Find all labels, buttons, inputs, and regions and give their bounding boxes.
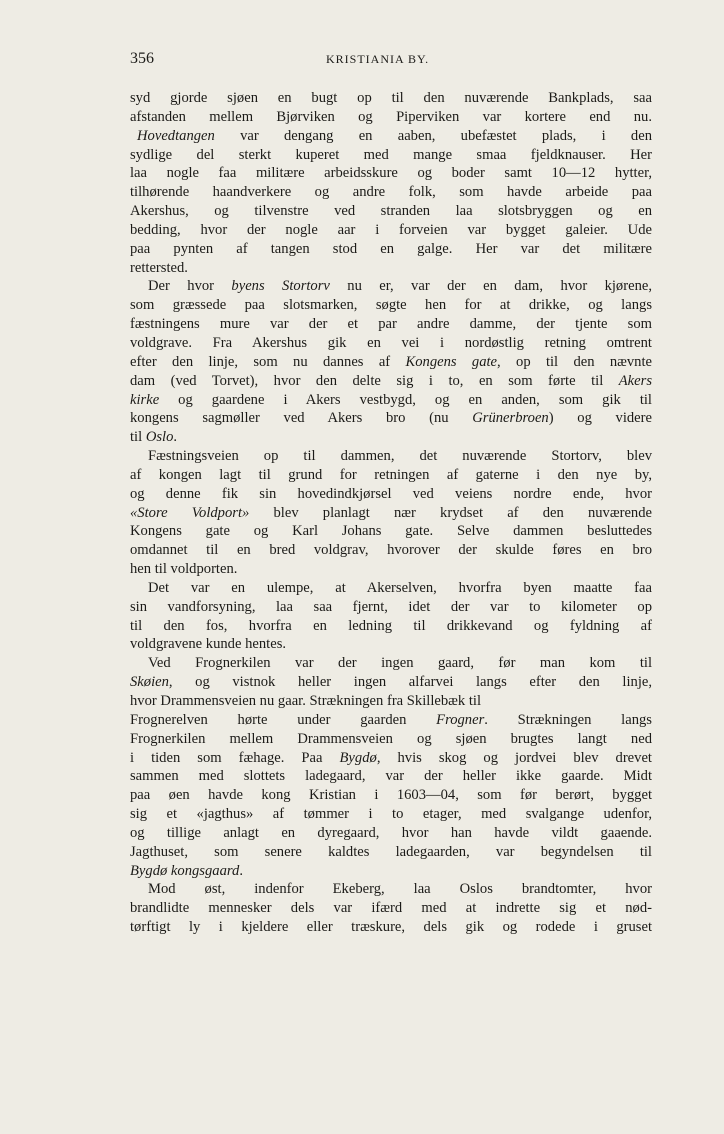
text-line (130, 428, 652, 447)
text-span: blev planlagt nær krydset af den nuværende (249, 504, 652, 521)
text-line (130, 504, 652, 523)
italic-text: Bygdø (339, 749, 377, 766)
text-span: hen til voldporten. (130, 561, 238, 578)
italic-text: Bygdø kongsgaard (130, 862, 240, 879)
italic-text: byens Stortorv (231, 278, 330, 295)
text-span: var dengang en aaben, ubefæstet plads, i den (214, 127, 652, 144)
text-line (130, 541, 652, 560)
text-span: sin vandforsyning, laa saa fjernt, idet der var to kilometer op (130, 598, 652, 615)
text-line (130, 277, 652, 296)
text-line (130, 296, 652, 315)
text-span: hvor Drammensveien nu gaar. Strækningen fra Skillebæk til (130, 693, 481, 709)
text-line (130, 918, 652, 937)
text-span: , op til den nævnte (497, 353, 653, 370)
text-line (130, 409, 652, 428)
page-header (0, 50, 724, 70)
page-number: 356 (130, 50, 154, 67)
text-span: nu er, var der en dam, hvor kjørene, (329, 278, 652, 295)
text-line (130, 485, 652, 504)
text-line (130, 522, 652, 541)
italic-text: Grünerbroen (472, 410, 549, 427)
text-span: Kongens gate og Karl Johans gate. Selve dammen besluttedes (130, 523, 652, 540)
text-span: Mod øst, indenfor Ekeberg, laa Oslos brandtomter, hvor (148, 881, 652, 898)
text-span: syd gjorde sjøen en bugt op til den nuværende Bankplads, saa (130, 90, 652, 106)
italic-text: kirke (130, 391, 160, 408)
text-line (130, 617, 652, 636)
text-line (130, 353, 652, 372)
text-span: tørftigt ly i kjeldere eller træskure, dels gik og rodede i gruset (130, 919, 652, 936)
text-line (130, 843, 652, 862)
italic-text: «Store Voldport» (130, 504, 250, 521)
text-span: og tillige anlagt en dyregaard, hvor han havde vildt gaaende. (130, 824, 652, 841)
text-span: voldgrave. Fra Akershus gik en vei i nordøstlig retning omtrent (130, 334, 652, 351)
text-line (130, 786, 652, 805)
text-line (130, 108, 652, 127)
text-line (130, 89, 652, 108)
text-line (130, 805, 652, 824)
text-span: efter den linje, som nu dannes af (130, 353, 406, 370)
text-span: Akershus, og tilvenstre ved stranden laa slotsbryggen og en (130, 203, 652, 220)
italic-text: Skøien (130, 674, 169, 691)
text-line (130, 202, 652, 221)
text-span: bedding, hvor der nogle aar i forveien var bygget galeier. Ude (130, 221, 652, 238)
text-line (130, 767, 652, 786)
text-span: Fæstningsveien op til dammen, det nuværende Stortorv, blev (148, 448, 652, 465)
text-span: i tiden som fæhage. Paa (130, 749, 340, 766)
text-line (130, 391, 652, 410)
text-span: voldgravene kunde hentes. (130, 636, 287, 653)
text-span: Frognerelven hørte under gaarden (130, 711, 437, 728)
text-span: laa nogle faa militære arbeidsskure og boder samt 10—12 hytter, (130, 165, 652, 182)
text-line (130, 372, 652, 391)
text-span: Der hvor (148, 278, 232, 295)
text-span: . (239, 862, 243, 879)
text-line (130, 334, 652, 353)
text-line (130, 221, 652, 240)
text-line (130, 127, 652, 146)
text-span: , og vistnok heller ingen alfarvei langs efter den linje, (168, 674, 652, 691)
text-line (130, 579, 652, 598)
text-span: , hvis skog og jordvei blev drevet (376, 749, 652, 766)
text-line (130, 730, 652, 749)
text-span: Jagthuset, som senere kaldtes ladegaarden, var begyndelsen til (130, 843, 652, 860)
text-span: som græssede paa slotsmarken, søgte hen for at drikke, og langs (130, 297, 652, 314)
text-span: . (173, 429, 178, 446)
text-line (130, 183, 652, 202)
text-line (130, 598, 652, 617)
body-text (130, 89, 652, 937)
text-line (130, 711, 652, 730)
italic-text: Hovedtangen (137, 127, 215, 144)
text-line (130, 880, 652, 899)
text-line (130, 466, 652, 485)
text-span: Det var en ulempe, at Akerselven, hvorfra byen maatte faa (148, 579, 652, 596)
text-span: sammen med slottets ladegaard, var der heller ikke gaarde. Midt (130, 768, 652, 785)
text-span: rettersted. (130, 259, 188, 276)
text-line (130, 673, 652, 692)
text-span: sydlige del sterkt kuperet med mange smaa fjeldknauser. Her (130, 146, 652, 163)
text-span: af kongen lagt til grund for retningen af gaterne i den nye by, (130, 466, 652, 483)
text-span: afstanden mellem Bjørviken og Piperviken var kortere end nu. (130, 108, 652, 125)
running-title: KRISTIANIA BY. (326, 52, 430, 66)
text-line (130, 315, 652, 334)
text-span: tilhørende haandverkere og andre folk, som havde arbeide paa (130, 184, 652, 201)
text-span: omdannet til en bred voldgrav, hvorover der skulde føres en bro (130, 542, 652, 559)
text-line (130, 447, 652, 466)
italic-text: Frogner (436, 711, 485, 728)
text-span: fæstningens mure var der et par andre damme, der tjente som (130, 316, 652, 333)
text-span: dam (ved Torvet), hvor den delte sig i to, en som førte til (130, 372, 619, 389)
text-span: ) og videre (548, 410, 652, 427)
italic-text: Akers (618, 372, 652, 389)
text-span: sig et «jagthus» af tømmer i to etager, med svalgange udenfor, (130, 806, 652, 823)
text-span: Ved Frognerkilen var der ingen gaard, før man kom til (148, 655, 652, 672)
text-line (130, 862, 652, 881)
text-span: brandlidte mennesker dels var ifærd med at indrette sig et nød- (130, 900, 652, 917)
text-span: og gaardene i Akers vestbygd, og en anden, som gik til (159, 391, 652, 408)
italic-text: Oslo (145, 429, 174, 446)
italic-text: Kongens gate (405, 353, 498, 370)
text-line (130, 146, 652, 165)
text-span: til den fos, hvorfra en ledning til drikkevand og fyldning af (130, 617, 652, 634)
text-line (130, 259, 652, 278)
text-span: paa øen havde kong Kristian i 1603—04, som før berørt, bygget (130, 787, 652, 804)
text-line (130, 692, 652, 711)
text-span: og denne fik sin hovedindkjørsel ved veiens nordre ende, hvor (130, 485, 652, 502)
text-line (130, 164, 652, 183)
text-line (130, 654, 652, 673)
text-line (130, 749, 652, 768)
text-span: Frognerkilen mellem Drammensveien og sjøen brugtes langt ned (130, 730, 652, 747)
text-span: til (130, 429, 146, 446)
text-line (130, 899, 652, 918)
text-span: paa pynten af tangen stod en galge. Her var det militære (130, 240, 652, 257)
text-line (130, 560, 652, 579)
text-line (130, 824, 652, 843)
text-span: . Strækningen langs (484, 711, 652, 728)
text-line (130, 635, 652, 654)
text-span: kongens sagmøller ved Akers bro (nu (130, 410, 473, 427)
text-line (130, 240, 652, 259)
